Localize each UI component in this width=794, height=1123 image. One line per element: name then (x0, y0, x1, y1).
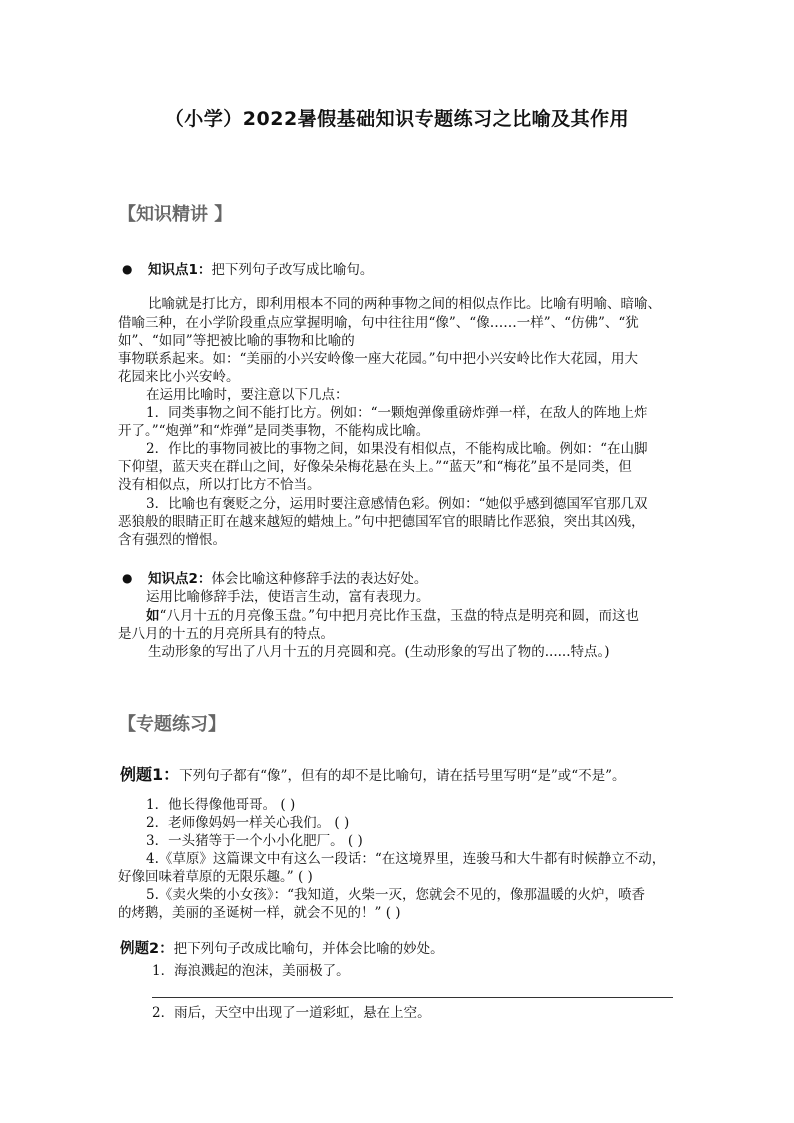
kp1-line: 没有相似点，所以打比方不恰当。 (118, 477, 321, 493)
ex1-label: 例题1： (120, 765, 180, 784)
ex2-heading (120, 939, 444, 959)
kp1-line: 恶狼般的眼睛正盯在越来越短的蜡烛上。”句中把德国军官的眼睛比作恶狼，突出其凶残， (118, 514, 645, 530)
page-title: （小学）2022暑假基础知识专题练习之比喻及其作用 (164, 108, 630, 130)
ex1-item: 3．一头猪等于一个小小化肥厂。 ( ) (146, 833, 363, 849)
kp1-line: 借喻三种，在小学阶段重点应掌握明喻，句中往往用“像”、“像……一样”、“仿佛”、“犹 (118, 315, 639, 331)
ex1-item: 的烤鹅，美丽的圣诞树一样，就会不见的！” ( ) (118, 905, 401, 921)
kp1-line: 如”、“如同”等把被比喻的事物和比喻的 (118, 333, 355, 349)
kp1-line: 1．同类事物之间不能打比方。例如：“一颗炮弹像重磅炸弹一样，在敌人的阵地上炸 (146, 405, 648, 421)
kp2-line: 运用比喻修辞手法，使语言生动，富有表现力。 (146, 589, 430, 605)
section-knowledge-heading: 【知识精讲 】 (118, 204, 233, 225)
kp1-line: 下仰望，蓝天夹在群山之间，好像朵朵梅花悬在头上。”“蓝天”和“梅花”虽不是同类，但 (118, 459, 632, 475)
ex2-item: 1．海浪溅起的泡沫，美丽极了。 (152, 963, 350, 979)
ex1-item: 1．他长得像他哥哥。 ( ) (146, 797, 296, 813)
ex1-item: 4.《草原》这篇课文中有这么一段话：“在这境界里，连骏马和大牛都有时候静立不动， (146, 851, 666, 867)
answer-line[interactable] (152, 997, 673, 998)
ex1-heading (120, 765, 626, 786)
ex1-text: 下列句子都有“像”，但有的却不是比喻句，请在括号里写明“是”或“不是”。 (179, 768, 626, 784)
kp1-label: 知识点1： (148, 262, 212, 278)
kp2-label: 知识点2： (148, 571, 212, 587)
kp1-line: 含有强烈的憎恨。 (118, 532, 226, 548)
kp1-heading (148, 261, 373, 279)
ex2-label: 例题2： (120, 941, 174, 957)
kp1-line: 在运用比喻时，要注意以下几点： (146, 387, 349, 403)
bullet-icon: ● (122, 571, 133, 585)
ex2-text: 把下列句子改成比喻句，并体会比喻的妙处。 (173, 941, 444, 957)
kp2-heading (148, 570, 427, 588)
kp1-text: 把下列句子改写成比喻句。 (211, 262, 374, 278)
kp1-line: 花园来比小兴安岭。 (118, 369, 240, 385)
ex1-item: 5.《卖火柴的小女孩》：“我知道，火柴一灭，您就会不见的，像那温暖的火炉，喷香 (146, 887, 646, 903)
kp2-line-with-prefix (146, 607, 639, 625)
kp1-line: 开了。”“炮弹”和“炸弹”是同类事物，不能构成比喻。 (118, 423, 430, 439)
kp2-line: 是八月的十五的月亮所具有的特点。 (118, 626, 334, 642)
kp1-line: 事物联系起来。如：“美丽的小兴安岭像一座大花园。”句中把小兴安岭比作大花园，用大 (118, 351, 639, 367)
kp2-text: 体会比喻这种修辞手法的表达好处。 (211, 571, 428, 587)
kp2-bold-prefix: 如 (146, 608, 160, 624)
kp1-line: 比喻就是打比方，即利用根本不同的两种事物之间的相似点作比。比喻有明喻、暗喻、 (148, 296, 661, 312)
ex2-item: 2．雨后，天空中出现了一道彩虹，悬在上空。 (152, 1005, 431, 1021)
kp2-line: 生动形象的写出了八月十五的月亮圆和亮。(生动形象的写出了物的......特点。) (148, 644, 610, 660)
ex1-item: 2．老师像妈妈一样关心我们。 ( ) (146, 815, 350, 831)
section-practice-heading: 【专题练习】 (118, 714, 226, 735)
kp1-line: 2．作比的事物同被比的事物之间，如果没有相似点，不能构成比喻。例如：“在山脚 (146, 441, 648, 457)
kp1-line: 3．比喻也有褒贬之分，运用时要注意感情色彩。例如：“她似乎感到德国军官那几双 (146, 496, 648, 512)
ex1-item: 好像回味着草原的无限乐趣。” ( ) (118, 869, 313, 885)
kp2-line: “八月十五的月亮像玉盘。”句中把月亮比作玉盘，玉盘的特点是明亮和圆，而这也 (159, 608, 640, 624)
bullet-icon: ● (122, 262, 133, 276)
